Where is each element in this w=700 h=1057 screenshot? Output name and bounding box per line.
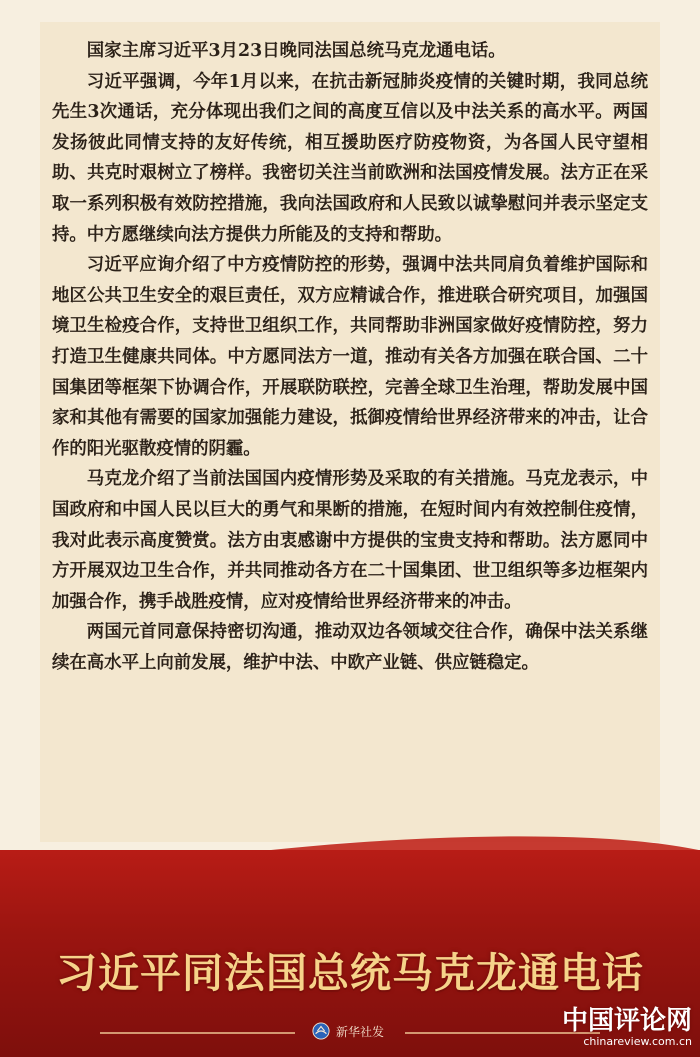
article-body (52, 36, 648, 678)
banner-title: 习近平同法国总统马克龙通电话 (56, 949, 644, 997)
watermark-name: 中国评论网 (561, 1006, 692, 1036)
watermark-url: chinareview.com.cn (583, 1035, 692, 1048)
agency-label: 新华社发 (336, 1024, 385, 1039)
article-paragraph-5: 两国元首同意保持密切沟通，推动双边各领域交往合作，确保中法关系继续在高水平上向前发展，维护中法、中欧产业链、供应链稳定。 (52, 622, 648, 673)
article-paragraph-4: 马克龙介绍了当前法国国内疫情形势及采取的有关措施。马克龙表示，中国政府和中国人民以巨大的勇气和果断的措施，在短时间内有效控制住疫情，我对此表示高度赞赏。法方由衷感谢中方提供的宝贵支持和帮助。法方愿同中方开展双边卫生合作，并共同推动各方在二十国集团、世卫组织等多边框架内加强合作，携手战胜疫情，应对疫情给世界经济带来的冲击。 (52, 469, 648, 612)
article-paragraph-1: 国家主席习近平3月23日晚同法国总统马克龙通电话。 (86, 41, 506, 61)
divider-left (100, 1032, 295, 1034)
xinhua-logo-icon (312, 1022, 330, 1040)
agency-credit (312, 1022, 384, 1040)
article-paragraph-2: 习近平强调，今年1月以来，在抗击新冠肺炎疫情的关键时期，我同总统先生3次通话，充分体现出我们之间的高度互信以及中法关系的高水平。两国发扬彼此同情支持的友好传统，相互援助医疗防疫物资，为各国人民守望相助、共克时艰树立了榜样。我密切关注当前欧洲和法国疫情发展。法方正在采取一系列积极有效防控措施，我向法国政府和人民致以诚挚慰问并表示坚定支持。中方愿继续向法方提供力所能及的支持和帮助。 (52, 71, 648, 245)
article-paragraph-3: 习近平应询介绍了中方疫情防控的形势，强调中法共同肩负着维护国际和地区公共卫生安全的艰巨责任，双方应精诚合作，推进联合研究项目，加强国境卫生检疫合作，支持世卫组织工作，共同帮助非洲国家做好疫情防控，努力打造卫生健康共同体。中方愿同法方一道，推动有关各方加强在联合国、二十国集团等框架下协调合作，开展联防联控，完善全球卫生治理，帮助发展中国家和其他有需要的国家加强能力建设，抵御疫情给世界经济带来的冲击，让合作的阳光驱散疫情的阴霾。 (52, 255, 648, 459)
watermark (562, 1000, 692, 1048)
